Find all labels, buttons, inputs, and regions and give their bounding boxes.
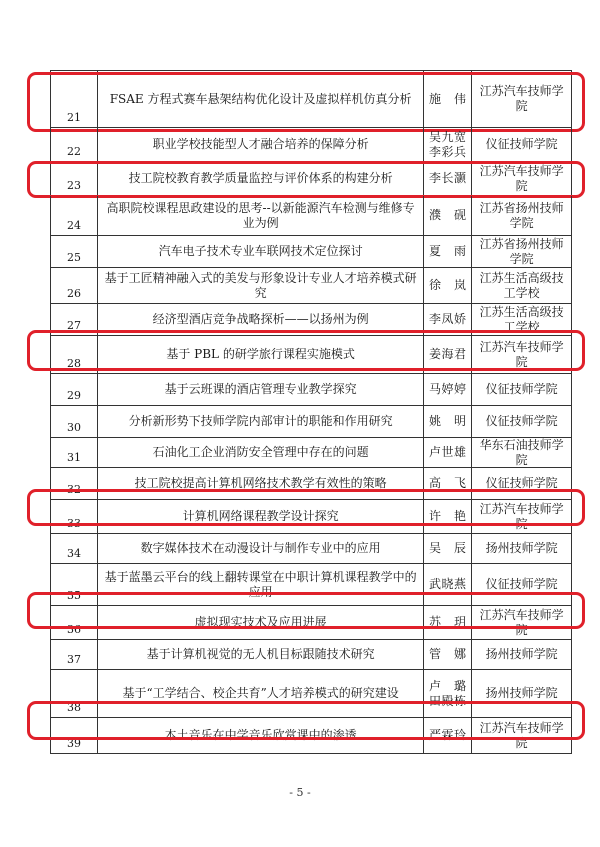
paper-title: 分析新形势下技师学院内部审计的职能和作用研究 bbox=[98, 406, 424, 437]
row-number: 21 bbox=[51, 71, 98, 127]
author-cell bbox=[424, 128, 472, 161]
paper-title: 基于工匠精神融入式的美发与形象设计专业人才培养模式研究 bbox=[98, 268, 424, 303]
author-name: 李凤娇 bbox=[428, 312, 467, 326]
row-number: 22 bbox=[51, 128, 98, 161]
row-number: 30 bbox=[51, 406, 98, 437]
table-row bbox=[50, 196, 572, 236]
author-cell bbox=[424, 268, 472, 303]
author-name: 苏 玥 bbox=[428, 615, 467, 629]
table-row bbox=[50, 128, 572, 162]
school-name: 江苏汽车技师学院 bbox=[472, 162, 572, 195]
author-name: 李彩兵 bbox=[428, 144, 467, 159]
table-row bbox=[50, 268, 572, 304]
paper-title: 虚拟现实技术及应用进展 bbox=[98, 606, 424, 639]
author-name: 卢世雄 bbox=[428, 445, 467, 459]
row-number: 27 bbox=[51, 304, 98, 335]
paper-title: 基于 PBL 的研学旅行课程实施模式 bbox=[98, 336, 424, 373]
author-cell bbox=[424, 438, 472, 467]
author-cell bbox=[424, 534, 472, 563]
paper-title: FSAE 方程式赛车悬架结构优化设计及虚拟样机仿真分析 bbox=[98, 71, 424, 127]
school-name: 扬州技师学院 bbox=[472, 640, 572, 669]
table-row bbox=[50, 162, 572, 196]
row-number: 23 bbox=[51, 162, 98, 195]
row-number: 37 bbox=[51, 640, 98, 669]
paper-title: 职业学校技能型人才融合培养的保障分析 bbox=[98, 128, 424, 161]
table-row bbox=[50, 670, 572, 718]
table-row bbox=[50, 534, 572, 564]
row-number: 29 bbox=[51, 374, 98, 405]
author-name: 管 娜 bbox=[428, 647, 467, 661]
school-name: 仪征技师学院 bbox=[472, 374, 572, 405]
paper-title: 基于计算机视觉的无人机目标跟随技术研究 bbox=[98, 640, 424, 669]
table-row bbox=[50, 438, 572, 468]
author-name: 高 飞 bbox=[428, 476, 467, 490]
school-name: 江苏省扬州技师学院 bbox=[472, 196, 572, 235]
row-number: 32 bbox=[51, 468, 98, 499]
row-number: 39 bbox=[51, 718, 98, 753]
author-name: 马婷婷 bbox=[428, 382, 467, 396]
author-name: 姜海君 bbox=[428, 347, 467, 361]
table-row bbox=[50, 71, 572, 128]
row-number: 33 bbox=[51, 500, 98, 533]
author-cell bbox=[424, 718, 472, 753]
school-name: 仪征技师学院 bbox=[472, 128, 572, 161]
school-name: 江苏省扬州技师学院 bbox=[472, 236, 572, 267]
row-number: 34 bbox=[51, 534, 98, 563]
school-name: 江苏生活高级技工学校 bbox=[472, 268, 572, 303]
author-name: 吴九宽 bbox=[428, 129, 467, 144]
table-row bbox=[50, 374, 572, 406]
author-cell bbox=[424, 500, 472, 533]
table-row bbox=[50, 468, 572, 500]
school-name: 仪征技师学院 bbox=[472, 468, 572, 499]
author-name: 严霖玲 bbox=[428, 728, 467, 742]
author-name: 姚 明 bbox=[428, 414, 467, 428]
author-name: 濮 砚 bbox=[428, 208, 467, 222]
row-number: 36 bbox=[51, 606, 98, 639]
row-number: 26 bbox=[51, 268, 98, 303]
table-row bbox=[50, 406, 572, 438]
author-cell bbox=[424, 406, 472, 437]
school-name: 江苏汽车技师学院 bbox=[472, 500, 572, 533]
paper-title: 高职院校课程思政建设的思考--以新能源汽车检测与维修专业为例 bbox=[98, 196, 424, 235]
table-row bbox=[50, 500, 572, 534]
school-name: 扬州技师学院 bbox=[472, 534, 572, 563]
paper-title: 计算机网络课程教学设计探究 bbox=[98, 500, 424, 533]
author-cell bbox=[424, 336, 472, 373]
author-cell bbox=[424, 564, 472, 605]
school-name: 仪征技师学院 bbox=[472, 406, 572, 437]
paper-title: 经济型酒店竞争战略探析——以扬州为例 bbox=[98, 304, 424, 335]
author-name: 许 艳 bbox=[428, 509, 467, 523]
author-cell bbox=[424, 71, 472, 127]
page-number: - 5 - bbox=[289, 786, 311, 799]
table-row bbox=[50, 640, 572, 670]
author-cell bbox=[424, 304, 472, 335]
school-name: 江苏汽车技师学院 bbox=[472, 606, 572, 639]
author-name: 施 伟 bbox=[428, 91, 467, 106]
paper-title: 汽车电子技术专业车联网技术定位探讨 bbox=[98, 236, 424, 267]
table-row bbox=[50, 236, 572, 268]
author-cell bbox=[424, 196, 472, 235]
author-cell bbox=[424, 468, 472, 499]
paper-title: 基于蓝墨云平台的线上翻转课堂在中职计算机课程教学中的应用 bbox=[98, 564, 424, 605]
paper-title: 数字媒体技术在动漫设计与制作专业中的应用 bbox=[98, 534, 424, 563]
school-name: 仪征技师学院 bbox=[472, 564, 572, 605]
row-number: 38 bbox=[51, 670, 98, 717]
author-cell bbox=[424, 670, 472, 717]
author-cell bbox=[424, 374, 472, 405]
paper-title: 本土音乐在中学音乐欣赏课中的渗透 bbox=[98, 718, 424, 753]
row-number: 28 bbox=[51, 336, 98, 373]
school-name: 江苏汽车技师学院 bbox=[472, 336, 572, 373]
table-row bbox=[50, 336, 572, 374]
author-name: 田殿栋 bbox=[428, 693, 467, 708]
author-cell bbox=[424, 236, 472, 267]
paper-title: 石油化工企业消防安全管理中存在的问题 bbox=[98, 438, 424, 467]
paper-title: 基于云班课的酒店管理专业教学探究 bbox=[98, 374, 424, 405]
author-name: 武晓燕 bbox=[428, 577, 467, 591]
paper-title: 技工院校教育教学质量监控与评价体系的构建分析 bbox=[98, 162, 424, 195]
table-row bbox=[50, 718, 572, 754]
table-row bbox=[50, 564, 572, 606]
row-number: 31 bbox=[51, 438, 98, 467]
school-name: 江苏汽车技师学院 bbox=[472, 71, 572, 127]
school-name: 扬州技师学院 bbox=[472, 670, 572, 717]
award-table bbox=[50, 70, 572, 754]
author-cell bbox=[424, 162, 472, 195]
row-number: 24 bbox=[51, 196, 98, 235]
author-name: 夏 雨 bbox=[428, 244, 467, 258]
paper-title: 基于“工学结合、校企共育”人才培养模式的研究建设 bbox=[98, 670, 424, 717]
paper-title: 技工院校提高计算机网络技术教学有效性的策略 bbox=[98, 468, 424, 499]
author-cell bbox=[424, 640, 472, 669]
table-row bbox=[50, 606, 572, 640]
school-name: 江苏汽车技师学院 bbox=[472, 718, 572, 753]
author-name: 徐 岚 bbox=[428, 278, 467, 292]
table-row bbox=[50, 304, 572, 336]
school-name: 江苏生活高级技工学校 bbox=[472, 304, 572, 335]
school-name: 华东石油技师学院 bbox=[472, 438, 572, 467]
row-number: 35 bbox=[51, 564, 98, 605]
author-name: 卢 璐 bbox=[428, 678, 467, 693]
row-number: 25 bbox=[51, 236, 98, 267]
author-cell bbox=[424, 606, 472, 639]
author-name: 吴 辰 bbox=[428, 541, 467, 555]
author-name: 李长灏 bbox=[428, 171, 467, 185]
